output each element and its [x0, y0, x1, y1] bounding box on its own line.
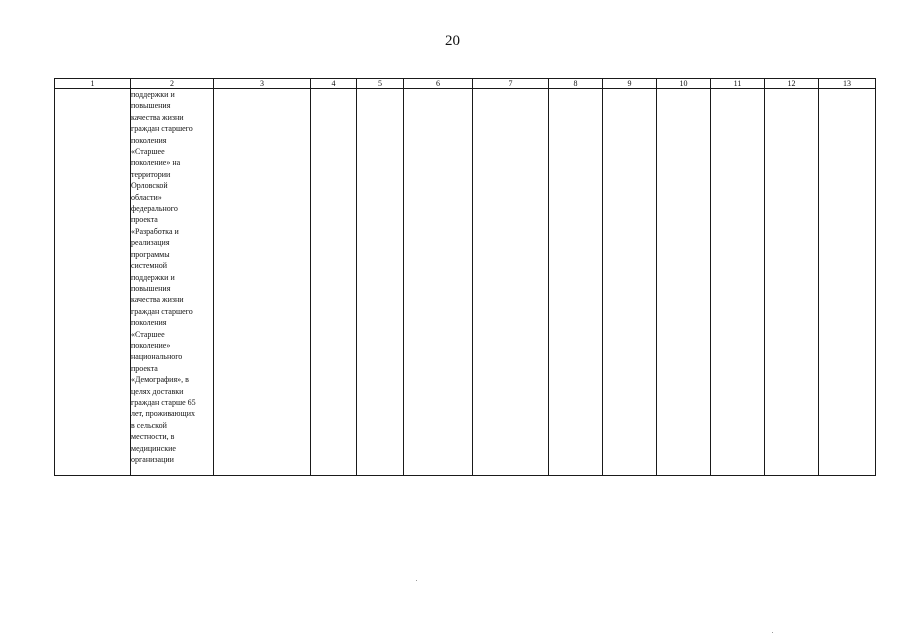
table-cell-col3 — [214, 89, 311, 476]
table-cell-col6 — [404, 89, 473, 476]
table-cell-col5 — [357, 89, 404, 476]
page-number: 20 — [445, 33, 460, 49]
description-line: Орловской — [131, 181, 168, 191]
table-cell-col7 — [473, 89, 549, 476]
description-line: поддержки и — [131, 90, 175, 99]
description-line: повышения — [131, 101, 171, 111]
table-cell-col8 — [549, 89, 603, 476]
description-line: «Старшее — [131, 329, 165, 339]
column-header: 13 — [819, 79, 876, 89]
table-cell-col13 — [819, 89, 876, 476]
description-line: качества жизни — [131, 295, 184, 305]
description-line: области» — [131, 192, 162, 202]
description-line: поколения — [131, 318, 167, 328]
description-line: проекта — [131, 363, 158, 373]
table-cell-col1 — [55, 89, 131, 476]
description-line: «Демография», в — [131, 375, 189, 385]
column-header: 3 — [214, 79, 311, 89]
table-cell-col4 — [311, 89, 357, 476]
description-line: граждан старшего — [131, 124, 193, 134]
description-line: граждан старше 65 — [131, 397, 196, 407]
description-line: национального — [131, 352, 183, 362]
description-line: «Старшее — [131, 147, 165, 157]
description-line: проекта — [131, 215, 158, 225]
scan-speck — [772, 632, 773, 633]
description-line: лет, проживающих — [131, 409, 195, 419]
description-line: качества жизни — [131, 112, 184, 122]
column-header: 4 — [311, 79, 357, 89]
table-cell-col10 — [657, 89, 711, 476]
table-row — [55, 89, 876, 476]
description-line: в сельской — [131, 420, 167, 430]
column-header: 10 — [657, 79, 711, 89]
description-line: местности, в — [131, 432, 175, 442]
description-line: системной — [131, 261, 168, 271]
table-cell-col12 — [765, 89, 819, 476]
column-header: 2 — [131, 79, 214, 89]
column-header: 1 — [55, 79, 131, 89]
description-line: поколение» на — [131, 158, 181, 168]
description-line: программы — [131, 249, 170, 259]
description-line: граждан старшего — [131, 306, 193, 316]
column-header: 12 — [765, 79, 819, 89]
description-line: организации — [131, 455, 174, 464]
description-line: «Разработка и — [131, 226, 179, 236]
column-header: 9 — [603, 79, 657, 89]
description-line: территории — [131, 169, 171, 179]
column-header: 5 — [357, 79, 404, 89]
table-cell-col9 — [603, 89, 657, 476]
description-line: целях доставки — [131, 386, 184, 396]
column-header: 7 — [473, 79, 549, 89]
column-header: 6 — [404, 79, 473, 89]
document-table — [54, 78, 876, 476]
description-line: поддержки и — [131, 272, 175, 282]
table-cell-description — [131, 89, 214, 476]
description-line: реализация — [131, 238, 170, 248]
description-line: поколения — [131, 135, 167, 145]
scan-speck — [416, 580, 417, 581]
table-cell-col11 — [711, 89, 765, 476]
description-line: медицинские — [131, 443, 176, 453]
description-line: поколение» — [131, 340, 171, 350]
column-header: 8 — [549, 79, 603, 89]
column-header: 11 — [711, 79, 765, 89]
header-row — [55, 79, 876, 89]
description-line: повышения — [131, 283, 171, 293]
description-line: федерального — [131, 204, 178, 214]
